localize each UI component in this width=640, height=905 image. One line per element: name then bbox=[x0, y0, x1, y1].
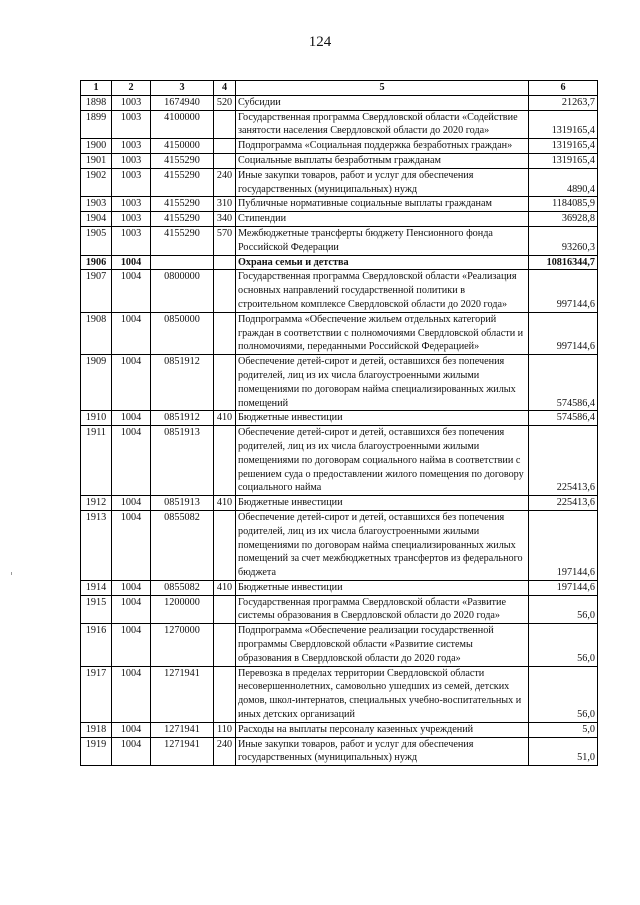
row-number-cell: 1917 bbox=[81, 666, 112, 722]
item-name-cell: Иные закупки товаров, работ и услуг для обеспечения государственных (муниципальных) нужд bbox=[236, 737, 529, 766]
item-name-cell: Обеспечение детей-сирот и детей, оставшихся без попечения родителей, лиц из их числа благоустроенными жилыми помещениями по договорам социального найма в соответствии с решением суда о предоставлении жилого помещения по договору социального найма bbox=[236, 426, 529, 496]
section-code-cell: 1004 bbox=[112, 270, 151, 312]
table-row bbox=[81, 312, 598, 354]
column-header: 1 bbox=[81, 81, 112, 96]
table-header-row bbox=[81, 81, 598, 96]
item-name-cell: Обеспечение детей-сирот и детей, оставшихся без попечения родителей, лиц из их числа благоустроенными жилыми помещениями по договорам найма специализированных жилых помещений bbox=[236, 355, 529, 411]
amount-cell: 21263,7 bbox=[529, 95, 598, 110]
row-number-cell: 1899 bbox=[81, 110, 112, 139]
section-code-cell: 1004 bbox=[112, 411, 151, 426]
column-header: 4 bbox=[214, 81, 236, 96]
table-row bbox=[81, 624, 598, 666]
article-code-cell: 4150000 bbox=[151, 139, 214, 154]
table-row bbox=[81, 666, 598, 722]
table-row bbox=[81, 595, 598, 624]
expense-type-cell: 570 bbox=[214, 226, 236, 255]
amount-cell: 1319165,4 bbox=[529, 139, 598, 154]
article-code-cell: 0851913 bbox=[151, 496, 214, 511]
item-name-cell: Иные закупки товаров, работ и услуг для обеспечения государственных (муниципальных) нужд bbox=[236, 168, 529, 197]
item-name-cell: Обеспечение детей-сирот и детей, оставшихся без попечения родителей, лиц из их числа благоустроенными жилыми помещениями по договорам найма специализированных жилых помещений за счет межбюджетных трансфертов из федерального бюджета bbox=[236, 510, 529, 580]
item-name-cell: Подпрограмма «Обеспечение реализации государственной программы Свердловской области «Развитие системы образования в Свердловской области до 2020 года» bbox=[236, 624, 529, 666]
table-row bbox=[81, 496, 598, 511]
expense-type-cell: 410 bbox=[214, 496, 236, 511]
amount-cell: 1319165,4 bbox=[529, 153, 598, 168]
article-code-cell: 4155290 bbox=[151, 153, 214, 168]
scan-mark bbox=[11, 572, 12, 575]
row-number-cell: 1913 bbox=[81, 510, 112, 580]
table-row bbox=[81, 226, 598, 255]
expense-type-cell bbox=[214, 270, 236, 312]
expense-type-cell bbox=[214, 510, 236, 580]
table-row bbox=[81, 255, 598, 270]
article-code-cell: 4155290 bbox=[151, 197, 214, 212]
section-code-cell: 1004 bbox=[112, 580, 151, 595]
column-header: 2 bbox=[112, 81, 151, 96]
item-name-cell: Государственная программа Свердловской области «Реализация основных направлений государственной политики в строительном комплексе Свердловской области до 2020 года» bbox=[236, 270, 529, 312]
amount-cell: 4890,4 bbox=[529, 168, 598, 197]
expense-type-cell bbox=[214, 110, 236, 139]
section-code-cell: 1004 bbox=[112, 255, 151, 270]
table-row bbox=[81, 737, 598, 766]
amount-cell: 56,0 bbox=[529, 624, 598, 666]
table-row bbox=[81, 168, 598, 197]
section-code-cell: 1003 bbox=[112, 139, 151, 154]
section-code-cell: 1003 bbox=[112, 153, 151, 168]
amount-cell: 56,0 bbox=[529, 595, 598, 624]
section-code-cell: 1004 bbox=[112, 426, 151, 496]
amount-cell: 997144,6 bbox=[529, 270, 598, 312]
table-body bbox=[81, 95, 598, 765]
amount-cell: 1184085,9 bbox=[529, 197, 598, 212]
section-code-cell: 1003 bbox=[112, 168, 151, 197]
article-code-cell: 0850000 bbox=[151, 312, 214, 354]
amount-cell: 10816344,7 bbox=[529, 255, 598, 270]
item-name-cell: Перевозка в пределах территории Свердловской области несовершеннолетних, самовольно ушедших из семей, детских домов, школ-интернатов, специальных учебно-воспитательных и иных детских организаций bbox=[236, 666, 529, 722]
row-number-cell: 1901 bbox=[81, 153, 112, 168]
section-code-cell: 1003 bbox=[112, 197, 151, 212]
row-number-cell: 1906 bbox=[81, 255, 112, 270]
article-code-cell: 1200000 bbox=[151, 595, 214, 624]
expense-type-cell: 410 bbox=[214, 411, 236, 426]
amount-cell: 197144,6 bbox=[529, 510, 598, 580]
item-name-cell: Охрана семьи и детства bbox=[236, 255, 529, 270]
amount-cell: 56,0 bbox=[529, 666, 598, 722]
expense-type-cell: 340 bbox=[214, 212, 236, 227]
article-code-cell: 4155290 bbox=[151, 168, 214, 197]
table-row bbox=[81, 426, 598, 496]
table-row bbox=[81, 139, 598, 154]
section-code-cell: 1003 bbox=[112, 110, 151, 139]
expense-type-cell: 520 bbox=[214, 95, 236, 110]
expense-type-cell bbox=[214, 139, 236, 154]
budget-table bbox=[80, 80, 598, 766]
article-code-cell: 1271941 bbox=[151, 722, 214, 737]
amount-cell: 5,0 bbox=[529, 722, 598, 737]
amount-cell: 574586,4 bbox=[529, 411, 598, 426]
item-name-cell: Расходы на выплаты персоналу казенных учреждений bbox=[236, 722, 529, 737]
expense-type-cell: 110 bbox=[214, 722, 236, 737]
row-number-cell: 1904 bbox=[81, 212, 112, 227]
row-number-cell: 1900 bbox=[81, 139, 112, 154]
row-number-cell: 1908 bbox=[81, 312, 112, 354]
article-code-cell: 1674940 bbox=[151, 95, 214, 110]
row-number-cell: 1907 bbox=[81, 270, 112, 312]
item-name-cell: Межбюджетные трансферты бюджету Пенсионного фонда Российской Федерации bbox=[236, 226, 529, 255]
row-number-cell: 1902 bbox=[81, 168, 112, 197]
amount-cell: 93260,3 bbox=[529, 226, 598, 255]
section-code-cell: 1004 bbox=[112, 624, 151, 666]
row-number-cell: 1919 bbox=[81, 737, 112, 766]
amount-cell: 197144,6 bbox=[529, 580, 598, 595]
amount-cell: 36928,8 bbox=[529, 212, 598, 227]
table-row bbox=[81, 580, 598, 595]
column-header: 3 bbox=[151, 81, 214, 96]
expense-type-cell bbox=[214, 426, 236, 496]
row-number-cell: 1911 bbox=[81, 426, 112, 496]
article-code-cell: 4155290 bbox=[151, 212, 214, 227]
amount-cell: 225413,6 bbox=[529, 496, 598, 511]
section-code-cell: 1004 bbox=[112, 355, 151, 411]
article-code-cell: 0851912 bbox=[151, 355, 214, 411]
table-row bbox=[81, 153, 598, 168]
expense-type-cell: 240 bbox=[214, 737, 236, 766]
amount-cell: 225413,6 bbox=[529, 426, 598, 496]
section-code-cell: 1003 bbox=[112, 95, 151, 110]
section-code-cell: 1004 bbox=[112, 595, 151, 624]
section-code-cell: 1003 bbox=[112, 212, 151, 227]
article-code-cell: 0855082 bbox=[151, 510, 214, 580]
article-code-cell: 0851913 bbox=[151, 426, 214, 496]
table-row bbox=[81, 212, 598, 227]
item-name-cell: Бюджетные инвестиции bbox=[236, 580, 529, 595]
table-row bbox=[81, 355, 598, 411]
article-code-cell: 4155290 bbox=[151, 226, 214, 255]
row-number-cell: 1914 bbox=[81, 580, 112, 595]
row-number-cell: 1916 bbox=[81, 624, 112, 666]
article-code-cell: 1270000 bbox=[151, 624, 214, 666]
article-code-cell bbox=[151, 255, 214, 270]
article-code-cell: 0851912 bbox=[151, 411, 214, 426]
table-row bbox=[81, 411, 598, 426]
section-code-cell: 1004 bbox=[112, 737, 151, 766]
article-code-cell: 0855082 bbox=[151, 580, 214, 595]
section-code-cell: 1004 bbox=[112, 722, 151, 737]
item-name-cell: Стипендии bbox=[236, 212, 529, 227]
expense-type-cell: 310 bbox=[214, 197, 236, 212]
expense-type-cell: 240 bbox=[214, 168, 236, 197]
section-code-cell: 1004 bbox=[112, 312, 151, 354]
section-code-cell: 1004 bbox=[112, 496, 151, 511]
expense-type-cell bbox=[214, 624, 236, 666]
item-name-cell: Подпрограмма «Социальная поддержка безработных граждан» bbox=[236, 139, 529, 154]
row-number-cell: 1912 bbox=[81, 496, 112, 511]
amount-cell: 997144,6 bbox=[529, 312, 598, 354]
row-number-cell: 1910 bbox=[81, 411, 112, 426]
row-number-cell: 1905 bbox=[81, 226, 112, 255]
amount-cell: 574586,4 bbox=[529, 355, 598, 411]
row-number-cell: 1915 bbox=[81, 595, 112, 624]
item-name-cell: Социальные выплаты безработным гражданам bbox=[236, 153, 529, 168]
item-name-cell: Подпрограмма «Обеспечение жильем отдельных категорий граждан в соответствии с полномочиями Свердловской области и полномочиями, переданными Российской Федерацией» bbox=[236, 312, 529, 354]
item-name-cell: Субсидии bbox=[236, 95, 529, 110]
row-number-cell: 1903 bbox=[81, 197, 112, 212]
expense-type-cell bbox=[214, 255, 236, 270]
expense-type-cell bbox=[214, 312, 236, 354]
column-header: 6 bbox=[529, 81, 598, 96]
table-row bbox=[81, 197, 598, 212]
table-row bbox=[81, 722, 598, 737]
item-name-cell: Бюджетные инвестиции bbox=[236, 411, 529, 426]
expense-type-cell: 410 bbox=[214, 580, 236, 595]
expense-type-cell bbox=[214, 666, 236, 722]
section-code-cell: 1004 bbox=[112, 510, 151, 580]
item-name-cell: Бюджетные инвестиции bbox=[236, 496, 529, 511]
column-header: 5 bbox=[236, 81, 529, 96]
amount-cell: 51,0 bbox=[529, 737, 598, 766]
amount-cell: 1319165,4 bbox=[529, 110, 598, 139]
article-code-cell: 1271941 bbox=[151, 737, 214, 766]
page-number: 124 bbox=[308, 34, 332, 50]
section-code-cell: 1003 bbox=[112, 226, 151, 255]
expense-type-cell bbox=[214, 595, 236, 624]
table-row bbox=[81, 95, 598, 110]
row-number-cell: 1909 bbox=[81, 355, 112, 411]
row-number-cell: 1898 bbox=[81, 95, 112, 110]
article-code-cell: 0800000 bbox=[151, 270, 214, 312]
item-name-cell: Публичные нормативные социальные выплаты гражданам bbox=[236, 197, 529, 212]
table-row bbox=[81, 510, 598, 580]
row-number-cell: 1918 bbox=[81, 722, 112, 737]
section-code-cell: 1004 bbox=[112, 666, 151, 722]
article-code-cell: 1271941 bbox=[151, 666, 214, 722]
table-row bbox=[81, 110, 598, 139]
item-name-cell: Государственная программа Свердловской области «Содействие занятости населения Свердловской области до 2020 года» bbox=[236, 110, 529, 139]
expense-type-cell bbox=[214, 153, 236, 168]
table-row bbox=[81, 270, 598, 312]
item-name-cell: Государственная программа Свердловской области «Развитие системы образования в Свердловской области до 2020 года» bbox=[236, 595, 529, 624]
expense-type-cell bbox=[214, 355, 236, 411]
article-code-cell: 4100000 bbox=[151, 110, 214, 139]
